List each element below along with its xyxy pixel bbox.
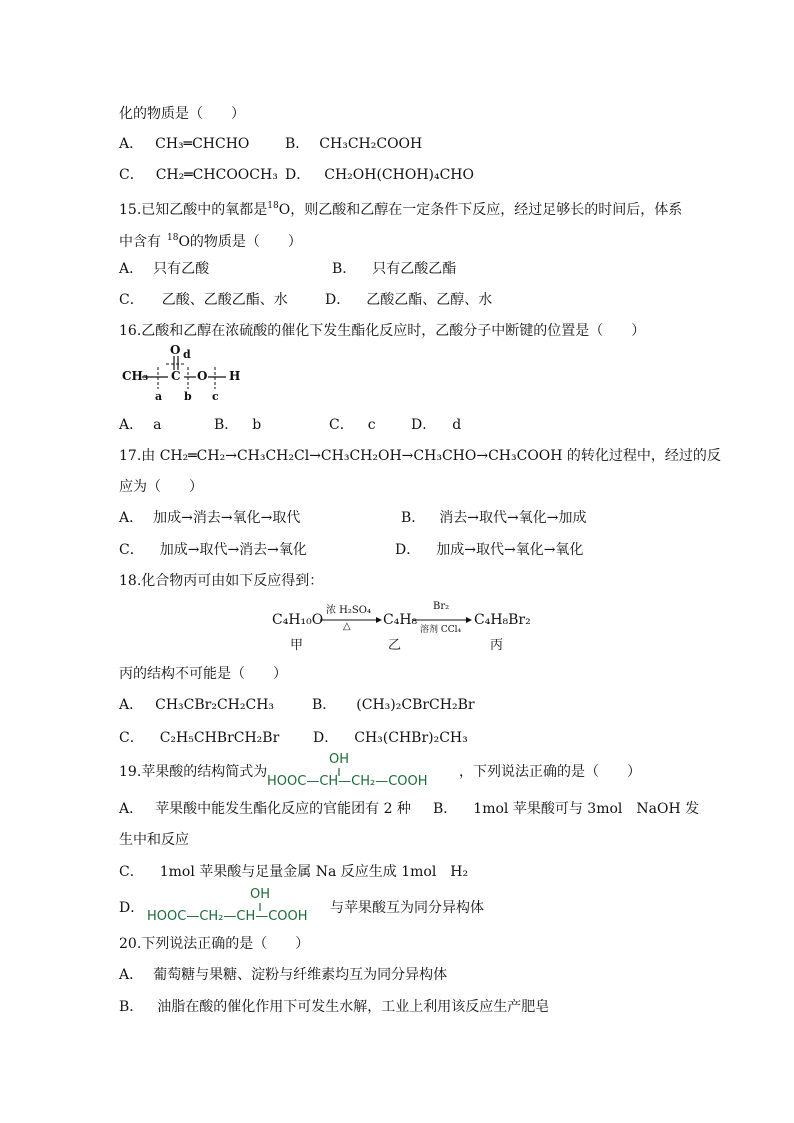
- reactant-formula: C₄H₁₀O: [272, 612, 324, 628]
- option-text: CH₂═CHCOOCH₃: [155, 167, 278, 183]
- q17-option-a: [119, 508, 300, 528]
- q19-option-d-label: D．: [119, 900, 145, 916]
- position-label-b: b: [184, 390, 192, 403]
- compound-name-yi: 乙: [388, 638, 402, 653]
- reaction-scheme: [272, 598, 532, 654]
- q17-option-d: [395, 540, 583, 560]
- q19-stem-post: ，下列说法正确的是（ ）: [459, 764, 641, 780]
- q20-option-b: [119, 997, 549, 1017]
- option-text: 只有乙酸乙酯: [372, 261, 457, 277]
- option-label: A．: [119, 801, 144, 817]
- q14-option-c: [119, 165, 278, 185]
- option-label: B．: [285, 136, 310, 152]
- option-text: 乙酸乙酯、乙醇、水: [366, 292, 493, 308]
- arrow-1-head: [376, 617, 382, 623]
- option-label: A．: [119, 697, 144, 713]
- q14-option-b: [285, 134, 422, 154]
- option-label: B．: [312, 697, 337, 713]
- arrow-2-head: [466, 617, 472, 623]
- q16-option-c: [329, 415, 376, 435]
- hydroxyl-oxygen: O: [197, 369, 208, 383]
- option-text: CH₃CH₂COOH: [319, 136, 423, 152]
- q19-option-d-text: 与苹果酸互为同分异构体: [330, 900, 484, 916]
- q17-option-b: [401, 508, 587, 528]
- q17-stem-line2: 应为（ ）: [119, 479, 203, 495]
- option-text: 乙酸、乙酸乙酯、水: [161, 292, 288, 308]
- q20-stem: 20.下列说法正确的是（ ）: [119, 936, 310, 952]
- q15-option-c: [119, 290, 288, 310]
- condition-heat: △: [343, 621, 351, 632]
- option-text: CH₂OH(CHOH)₄CHO: [324, 167, 474, 183]
- q15-stem-line2: [119, 228, 302, 252]
- position-label-d: d: [183, 348, 191, 361]
- condition-reagent: 浓 H₂SO₄: [326, 605, 371, 616]
- option-label: C．: [119, 542, 144, 558]
- structural-formula: HOOC—CH—CH₂—COOH: [267, 774, 428, 789]
- option-text: c: [367, 417, 376, 433]
- q16-stem: 16.乙酸和乙醇在浓硫酸的催化下发生酯化反应时，乙酸分子中断键的位置是（ ）: [119, 323, 646, 339]
- structural-formula: HOOC—CH₂—CH—COOH: [147, 909, 308, 924]
- malic-acid-structure: [265, 752, 465, 792]
- hydroxyl-group: OH: [329, 752, 350, 767]
- q18-option-b: [312, 695, 475, 715]
- option-label: A．: [119, 136, 144, 152]
- option-label: A．: [119, 510, 144, 526]
- option-text: 油脂在酸的催化作用下可发生水解，工业上利用该反应生产肥皂: [157, 999, 550, 1015]
- compound-name-jia: 甲: [290, 638, 304, 653]
- q20-option-a: [119, 965, 447, 985]
- option-label: D．: [325, 292, 351, 308]
- stem-text: O，则乙酸和乙醇在一定条件下反应，经过足够长的时间后，体系: [278, 202, 683, 218]
- option-text: C₂H₅CHBrCH₂Br: [159, 730, 280, 746]
- option-text: 加成→消去→氧化→取代: [153, 510, 301, 526]
- option-label: C．: [119, 730, 144, 746]
- option-label: D．: [411, 417, 437, 433]
- option-text: 苹果酸中能发生酯化反应的官能团有 2 种: [155, 801, 411, 817]
- q19-option-a: [119, 799, 411, 819]
- q14-option-a: [119, 134, 249, 154]
- q16-option-d: [411, 415, 461, 435]
- q17-option-c: [119, 540, 307, 560]
- stem-text: 中含有: [119, 234, 161, 250]
- option-label: A．: [119, 967, 144, 983]
- q18-stem: 18.化合物丙可由如下反应得到：: [119, 573, 324, 589]
- position-label-c: c: [212, 390, 219, 403]
- q17-stem-line1: 17.由 CH₂═CH₂→CH₃CH₂Cl→CH₃CH₂OH→CH₃CHO→CH₃COOH 的转化过程中，经过的反: [119, 448, 721, 464]
- option-text: a: [153, 417, 162, 433]
- isotope-mass: 18: [267, 201, 279, 211]
- option-label: D．: [395, 542, 421, 558]
- option-text: CH₃(CHBr)₂CH₃: [354, 730, 468, 746]
- q19-option-c: [119, 862, 468, 882]
- compound-name-bing: 丙: [490, 638, 504, 653]
- condition-solvent: 溶剂 CCl₄: [420, 625, 462, 635]
- option-text: 葡萄糖与果糖、淀粉与纤维素均互为同分异构体: [153, 967, 448, 983]
- option-text: 消去→取代→氧化→加成: [439, 510, 587, 526]
- condition-reagent: Br₂: [433, 601, 450, 612]
- q18-ask: 丙的结构不可能是（ ）: [119, 666, 287, 682]
- option-text: d: [452, 417, 462, 433]
- intermediate-formula: C₄H₈: [383, 612, 418, 628]
- option-label: C．: [329, 417, 354, 433]
- option-label: B．: [401, 510, 426, 526]
- option-label: C．: [119, 292, 144, 308]
- option-label: B．: [214, 417, 239, 433]
- product-formula: C₄H₈Br₂: [474, 612, 531, 628]
- q15-option-b: [332, 259, 456, 279]
- option-label: A．: [119, 261, 144, 277]
- q19-option-b: [433, 799, 699, 819]
- carbonyl-oxygen: O: [170, 343, 181, 357]
- option-label: A．: [119, 417, 144, 433]
- acetic-acid-structure: [118, 344, 248, 408]
- option-text: 1mol 苹果酸与足量金属 Na 反应生成 1mol H₂: [159, 864, 469, 880]
- q15-option-d: [325, 290, 492, 310]
- option-text: b: [252, 417, 262, 433]
- carbon-atom: C: [171, 369, 181, 383]
- option-label: B．: [433, 801, 458, 817]
- q14-stem: 化的物质是（ ）: [119, 106, 245, 122]
- q19-option-b-cont: 生中和反应: [119, 832, 189, 848]
- q19-stem-pre: 19.苹果酸的结构简式为: [119, 764, 268, 780]
- isomer-structure: [146, 886, 336, 926]
- q15-stem-line1: [119, 196, 682, 220]
- option-label: C．: [119, 167, 144, 183]
- option-label: B．: [332, 261, 357, 277]
- option-label: C．: [119, 864, 144, 880]
- q16-option-b: [214, 415, 261, 435]
- isotope-mass: 18: [167, 233, 179, 243]
- q14-option-d: [285, 165, 474, 185]
- hydroxyl-group: OH: [250, 887, 271, 902]
- q18-option-d: [313, 728, 468, 748]
- q15-option-a: [119, 259, 209, 279]
- option-text: 只有乙酸: [153, 261, 210, 277]
- q16-option-a: [119, 415, 161, 435]
- hydrogen-atom: H: [229, 369, 241, 383]
- position-label-a: a: [155, 390, 163, 403]
- option-text: CH₃CBr₂CH₂CH₃: [155, 697, 275, 713]
- option-text: 加成→取代→氧化→氧化: [436, 542, 584, 558]
- option-text: 1mol 苹果酸可与 3mol NaOH 发: [473, 801, 700, 817]
- option-text: CH₃═CHCHO: [155, 136, 250, 152]
- q18-option-a: [119, 695, 274, 715]
- methyl-group: CH₃: [122, 369, 149, 383]
- stem-text: 15.已知乙酸中的氧都是: [119, 202, 268, 218]
- q18-option-c: [119, 728, 279, 748]
- option-text: (CH₃)₂CBrCH₂Br: [356, 697, 475, 713]
- option-label: D．: [285, 167, 311, 183]
- option-label: D．: [313, 730, 339, 746]
- stem-text: O的物质是（ ）: [178, 234, 302, 250]
- option-label: B．: [119, 999, 144, 1015]
- option-text: 加成→取代→消去→氧化: [159, 542, 307, 558]
